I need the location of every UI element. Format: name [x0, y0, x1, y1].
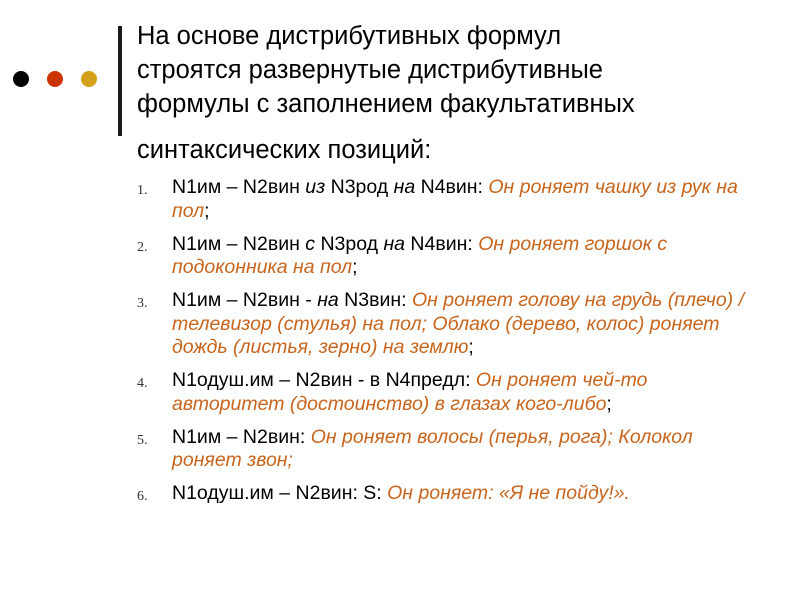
formula-text: N1им – N2вин — [172, 176, 306, 198]
red-dot-icon — [47, 71, 63, 87]
gold-dot-icon — [81, 71, 97, 87]
formula-text: ; — [352, 256, 358, 278]
preposition: с — [305, 232, 316, 255]
list-item-number: 4. — [137, 376, 148, 391]
list-item — [137, 289, 757, 360]
list-item-number: 6. — [137, 489, 148, 504]
formula-text: N3род — [315, 232, 384, 255]
list-item — [137, 482, 757, 506]
formula-text: N4вин: — [415, 176, 489, 198]
preposition: из — [305, 176, 326, 198]
black-dot-icon — [13, 71, 29, 87]
preposition: на — [317, 289, 339, 311]
formula-text: N4вин: — [405, 232, 479, 255]
example-sentence: Он роняет чашку из рук на пол — [172, 176, 738, 222]
title-line-4: синтаксических позиций: — [137, 136, 432, 164]
formula-text: N1им – N2вин - — [172, 289, 318, 311]
formula-text: ; — [468, 336, 474, 358]
example-sentence: Он роняет горшок с подоконника на пол — [172, 232, 668, 278]
preposition: на — [393, 176, 416, 198]
formula-text: N1им – N2вин — [172, 232, 306, 255]
formula-text: ; — [606, 392, 612, 415]
formula-text: ; — [204, 199, 210, 222]
list-item-number: 2. — [137, 239, 148, 255]
list-item — [137, 233, 757, 280]
formula-text: N1одуш.им – N2вин: S: — [172, 482, 388, 504]
formula-text: N1им – N2вин: — [172, 425, 311, 448]
list-item — [137, 369, 757, 416]
formula-list — [137, 176, 757, 515]
title-line-1: На основе дистрибутивных формул — [137, 22, 562, 50]
example-sentence: Он роняет: «Я не пойду!». — [387, 482, 630, 504]
title-line-2: строятся развернутые дистрибутивные — [137, 56, 603, 84]
formula-text: N3род — [325, 176, 394, 198]
formula-text: N3вин: — [338, 289, 412, 311]
example-sentence: Он роняет чей-то авторитет (достоинство) в глазах кого-либо — [172, 369, 648, 415]
example-sentence: Он роняет волосы (перья, рога); Колокол роняет звон; — [172, 425, 693, 471]
title-divider-bar — [118, 26, 122, 136]
preposition: на — [383, 232, 406, 255]
list-item — [137, 426, 757, 473]
list-item — [137, 176, 757, 223]
formula-text: N1одуш.им – N2вин - в N4предл: — [172, 369, 476, 391]
example-sentence: Он роняет голову на грудь (плечо) / телевизор (стулья) на пол; Облако (дерево, колос) роняет дождь (листья, зерно) на землю — [172, 289, 745, 358]
list-item-number: 3. — [137, 296, 148, 311]
decorative-dots — [13, 71, 97, 87]
list-item-number: 5. — [137, 432, 148, 448]
title-line-3: формулы с заполнением факультативных — [137, 90, 635, 118]
list-item-number: 1. — [137, 183, 148, 198]
slide-title — [137, 19, 777, 167]
